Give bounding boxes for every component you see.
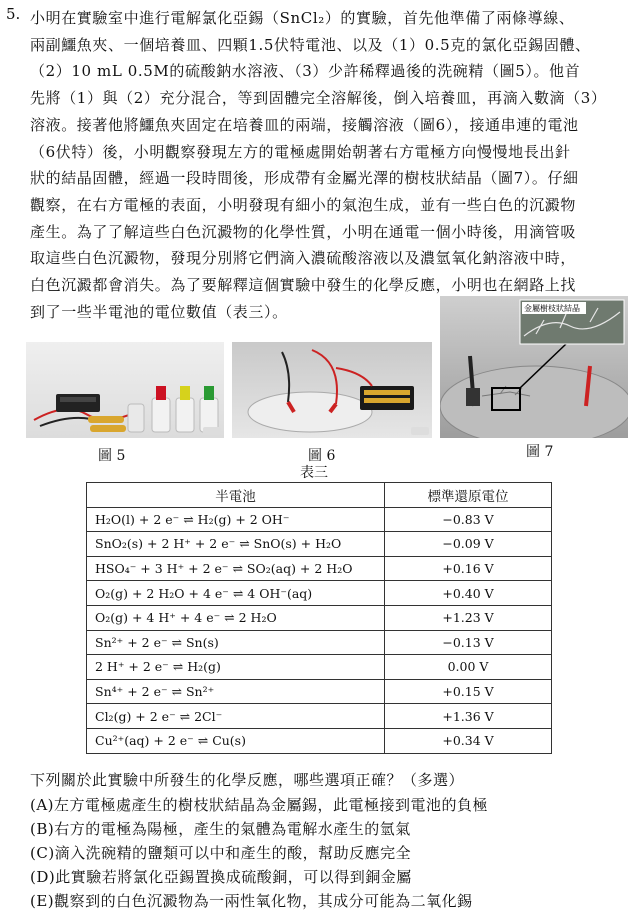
- reduction-potential: −0.13 V: [385, 630, 552, 655]
- half-cell-reaction: Sn⁴⁺ + 2 e⁻ ⇌ Sn²⁺: [87, 679, 385, 704]
- watermark-icon: [411, 427, 429, 435]
- option-a[interactable]: (A)左方電極處產生的樹枝狀結晶為金屬錫，此電極接到電池的負極: [30, 796, 489, 814]
- option-b[interactable]: (B)右方的電極為陽極，產生的氣體為電解水產生的氫氣: [30, 820, 411, 838]
- figure-7-inset-label: 金屬樹枝狀結晶: [524, 304, 580, 313]
- paragraph-line: 到了一些半電池的電位數值（表三）。: [30, 302, 288, 321]
- question-prompt: 下列關於此實驗中所發生的化學反應，哪些選項正確？（多選）: [30, 771, 465, 789]
- reduction-potential: +1.23 V: [385, 605, 552, 630]
- table-row: [87, 556, 552, 581]
- figure-7-photo: [440, 296, 628, 438]
- figure-7-caption: 圖 7: [526, 444, 554, 460]
- paragraph-line: 溶液。接著他將鱷魚夾固定在培養皿的兩端，接觸溶液（圖6），接通串連的電池: [30, 115, 579, 134]
- paragraph-line: 取這些白色沉澱物，發現分別將它們滴入濃硫酸溶液以及濃氫氧化鈉溶液中時，: [30, 249, 577, 268]
- paragraph-line: 兩副鱷魚夾、一個培養皿、四顆1.5伏特電池、以及（1）0.5克的氯化亞錫固體、: [30, 35, 591, 54]
- question-paragraph: [30, 5, 628, 325]
- half-cell-reaction: Cu²⁺(aq) + 2 e⁻ ⇌ Cu(s): [87, 728, 385, 753]
- half-cell-reaction: 2 H⁺ + 2 e⁻ ⇌ H₂(g): [87, 655, 385, 680]
- figure-photos: [26, 296, 630, 464]
- paragraph-line: （2）10 mL 0.5M的硫酸鈉水溶液、（3）少許稀釋過後的洗碗精（圖5）。他首: [30, 62, 581, 81]
- table-row: [87, 655, 552, 680]
- reduction-potential: −0.83 V: [385, 507, 552, 532]
- option-e[interactable]: (E)觀察到的白色沉澱物為一兩性氧化物，其成分可能為二氧化錫: [30, 892, 473, 910]
- half-cell-reaction: O₂(g) + 4 H⁺ + 4 e⁻ ⇌ 2 H₂O: [87, 605, 385, 630]
- watermark-icon: [203, 427, 221, 435]
- paragraph-line: 先將（1）與（2）充分混合，等到固體完全溶解後，倒入培養皿，再滴入數滴（3）: [30, 89, 607, 108]
- paragraph-line: 白色沉澱都會消失。為了要解釋這個實驗中發生的化學反應，小明也在網路上找: [30, 276, 577, 295]
- reduction-potential: +0.15 V: [385, 679, 552, 704]
- table-title: 表三: [300, 465, 328, 481]
- paragraph-line: 狀的結晶固體，經過一段時間後，形成帶有金屬光澤的樹枝狀結晶（圖7）。仔細: [30, 169, 579, 188]
- paragraph-line: （6伏特）後，小明觀察發現左方的電極處開始朝著右方電極方向慢慢地長出針: [30, 142, 571, 161]
- table-row: [87, 605, 552, 630]
- option-d[interactable]: (D)此實驗若將氯化亞錫置換成硫酸銅，可以得到銅金屬: [30, 868, 412, 886]
- figure-5-caption: 圖 5: [98, 448, 126, 464]
- option-c[interactable]: (C)滴入洗碗精的鹽類可以中和產生的酸，幫助反應完全: [30, 844, 412, 862]
- question-number: 5.: [6, 5, 21, 23]
- half-cell-reaction: HSO₄⁻ + 3 H⁺ + 2 e⁻ ⇌ SO₂(aq) + 2 H₂O: [87, 556, 385, 581]
- paragraph-line: 觀察，在右方電極的表面，小明發現有細小的氣泡生成，並有一些白色的沉澱物: [30, 195, 577, 214]
- reduction-potential: 0.00 V: [385, 655, 552, 680]
- half-cell-reaction: SnO₂(s) + 2 H⁺ + 2 e⁻ ⇌ SnO(s) + H₂O: [87, 532, 385, 557]
- paragraph-line: 小明在實驗室中進行電解氯化亞錫（SnCl₂）的實驗，首先他準備了兩條導線、: [30, 9, 575, 27]
- reduction-potential: +1.36 V: [385, 704, 552, 729]
- half-cell-reaction: Cl₂(g) + 2 e⁻ ⇌ 2Cl⁻: [87, 704, 385, 729]
- table-row: [87, 532, 552, 557]
- table-row: [87, 704, 552, 729]
- reduction-potential: +0.34 V: [385, 728, 552, 753]
- table-row: [87, 679, 552, 704]
- reduction-potential: +0.16 V: [385, 556, 552, 581]
- half-cell-reaction: Sn²⁺ + 2 e⁻ ⇌ Sn(s): [87, 630, 385, 655]
- reduction-potential: +0.40 V: [385, 581, 552, 606]
- table-header-row: [87, 483, 552, 508]
- figure-6-photo: [232, 342, 432, 438]
- column-header: 標準還原電位: [385, 483, 552, 508]
- table-row: [87, 630, 552, 655]
- reduction-potential: −0.09 V: [385, 532, 552, 557]
- paragraph-line: 產生。為了了解這些白色沉澱物的化學性質，小明在通電一個小時後，用滴管吸: [30, 222, 577, 241]
- table-row: [87, 507, 552, 532]
- figure-6-caption: 圖 6: [308, 448, 336, 464]
- table-row: [87, 581, 552, 606]
- table-row: [87, 728, 552, 753]
- half-cell-reaction: O₂(g) + 2 H₂O + 4 e⁻ ⇌ 4 OH⁻(aq): [87, 581, 385, 606]
- figure-5-photo: [26, 342, 224, 438]
- half-cell-potential-table: [86, 482, 552, 754]
- column-header: 半電池: [87, 483, 385, 508]
- half-cell-reaction: H₂O(l) + 2 e⁻ ⇌ H₂(g) + 2 OH⁻: [87, 507, 385, 532]
